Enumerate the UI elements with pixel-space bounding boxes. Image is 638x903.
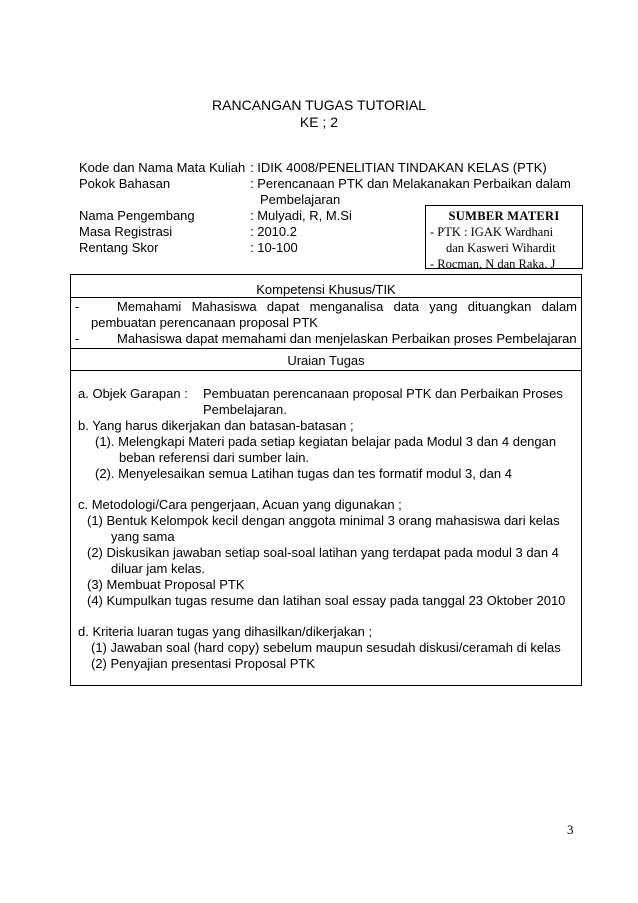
batasan-item-1-cont: beban referensi dari sumber lain. (119, 450, 310, 465)
document-subtitle: KE ; 2 (299, 114, 339, 130)
divider (71, 297, 581, 298)
metodologi-item-3: (3) Membuat Proposal PTK (87, 577, 245, 592)
kompetensi-heading: Kompetensi Khusus/TIK (256, 282, 396, 297)
sumber-materi-box (425, 205, 583, 269)
kompetensi-bullet: - (75, 331, 80, 346)
info-row-kode (79, 160, 599, 176)
kompetensi-item-2: Mahasiswa dapat memahami dan menjelaskan Perbaikan proses Pembelajaran (117, 331, 577, 346)
metodologi-item-1-cont: yang sama (111, 529, 175, 544)
page-number: 3 (567, 822, 574, 837)
metodologi-item-4: (4) Kumpulkan tugas resume dan latihan soal essay pada tanggal 23 Oktober 2010 (87, 593, 566, 608)
sumber-materi-line: - PTK : IGAK Wardhani (430, 225, 554, 239)
pokok-label: Pokok Bahasan (79, 176, 171, 191)
metodologi-item-1: (1) Bentuk Kelompok kecil dengan anggota minimal 3 orang mahasiswa dari kelas (87, 513, 560, 528)
nama-label: Nama Pengembang (79, 208, 195, 223)
sumber-materi-line: dan Kasweri Wihardit (446, 241, 556, 255)
sumber-materi-line: - Rocman, N dan Raka. J (430, 257, 556, 271)
masa-label: Masa Registrasi (79, 224, 173, 239)
nama-value: : Mulyadi, R, M.Si (250, 208, 352, 223)
kompetensi-item-1-cont: pembuatan perencanaan proposal PTK (91, 315, 318, 330)
batasan-item-2: (2). Menyelesaikan semua Latihan tugas dan tes formatif modul 3, dan 4 (95, 466, 512, 481)
kriteria-item-2: (2) Penyajian presentasi Proposal PTK (91, 656, 316, 671)
kode-label: Kode dan Nama Mata Kuliah (79, 160, 246, 175)
divider (71, 348, 581, 349)
batasan-item-1: (1). Melengkapi Materi pada setiap kegiatan belajar pada Modul 3 dan 4 dengan (95, 434, 557, 449)
kompetensi-bullet: - (75, 299, 80, 314)
info-row-pokok (79, 176, 599, 192)
metodologi-item-2-cont: diluar jam kelas. (111, 561, 205, 576)
batasan-heading: b. Yang harus dikerjakan dan batasan-batasan ; (78, 418, 354, 433)
kriteria-heading: d. Kriteria luaran tugas yang dihasilkan/dikerjakan ; (78, 624, 373, 639)
rentang-label: Rentang Skor (79, 240, 159, 255)
kode-value: : IDIK 4008/PENELITIAN TINDAKAN KELAS (PTK) (250, 160, 547, 175)
objek-garapan-text-cont: Pembelajaran. (203, 402, 287, 417)
task-table (70, 274, 582, 686)
metodologi-heading: c. Metodologi/Cara pengerjaan, Acuan yang digunakan ; (78, 497, 402, 512)
metodologi-item-2: (2) Diskusikan jawaban setiap soal-soal latihan yang terdapat pada modul 3 dan 4 (87, 545, 559, 560)
uraian-heading: Uraian Tugas (287, 353, 365, 368)
objek-garapan-text: Pembuatan perencanaan proposal PTK dan Perbaikan Proses (203, 386, 563, 401)
kriteria-item-1: (1) Jawaban soal (hard copy) sebelum maupun sesudah diskusi/ceramah di kelas (91, 640, 561, 655)
masa-value: : 2010.2 (250, 224, 297, 239)
sumber-materi-title: SUMBER MATERI (448, 209, 560, 223)
kompetensi-item-1: Memahami Mahasiswa dapat menganalisa data yang dituangkan dalam (117, 299, 577, 314)
divider (71, 370, 581, 371)
pokok-value: : Perencanaan PTK dan Melakanakan Perbaikan dalam (250, 176, 571, 191)
pokok-value-continued: Pembelajaran (260, 192, 341, 207)
objek-garapan-label: a. Objek Garapan : (78, 386, 188, 401)
document-title: RANCANGAN TUGAS TUTORIAL (212, 97, 426, 113)
rentang-value: : 10-100 (250, 240, 298, 255)
